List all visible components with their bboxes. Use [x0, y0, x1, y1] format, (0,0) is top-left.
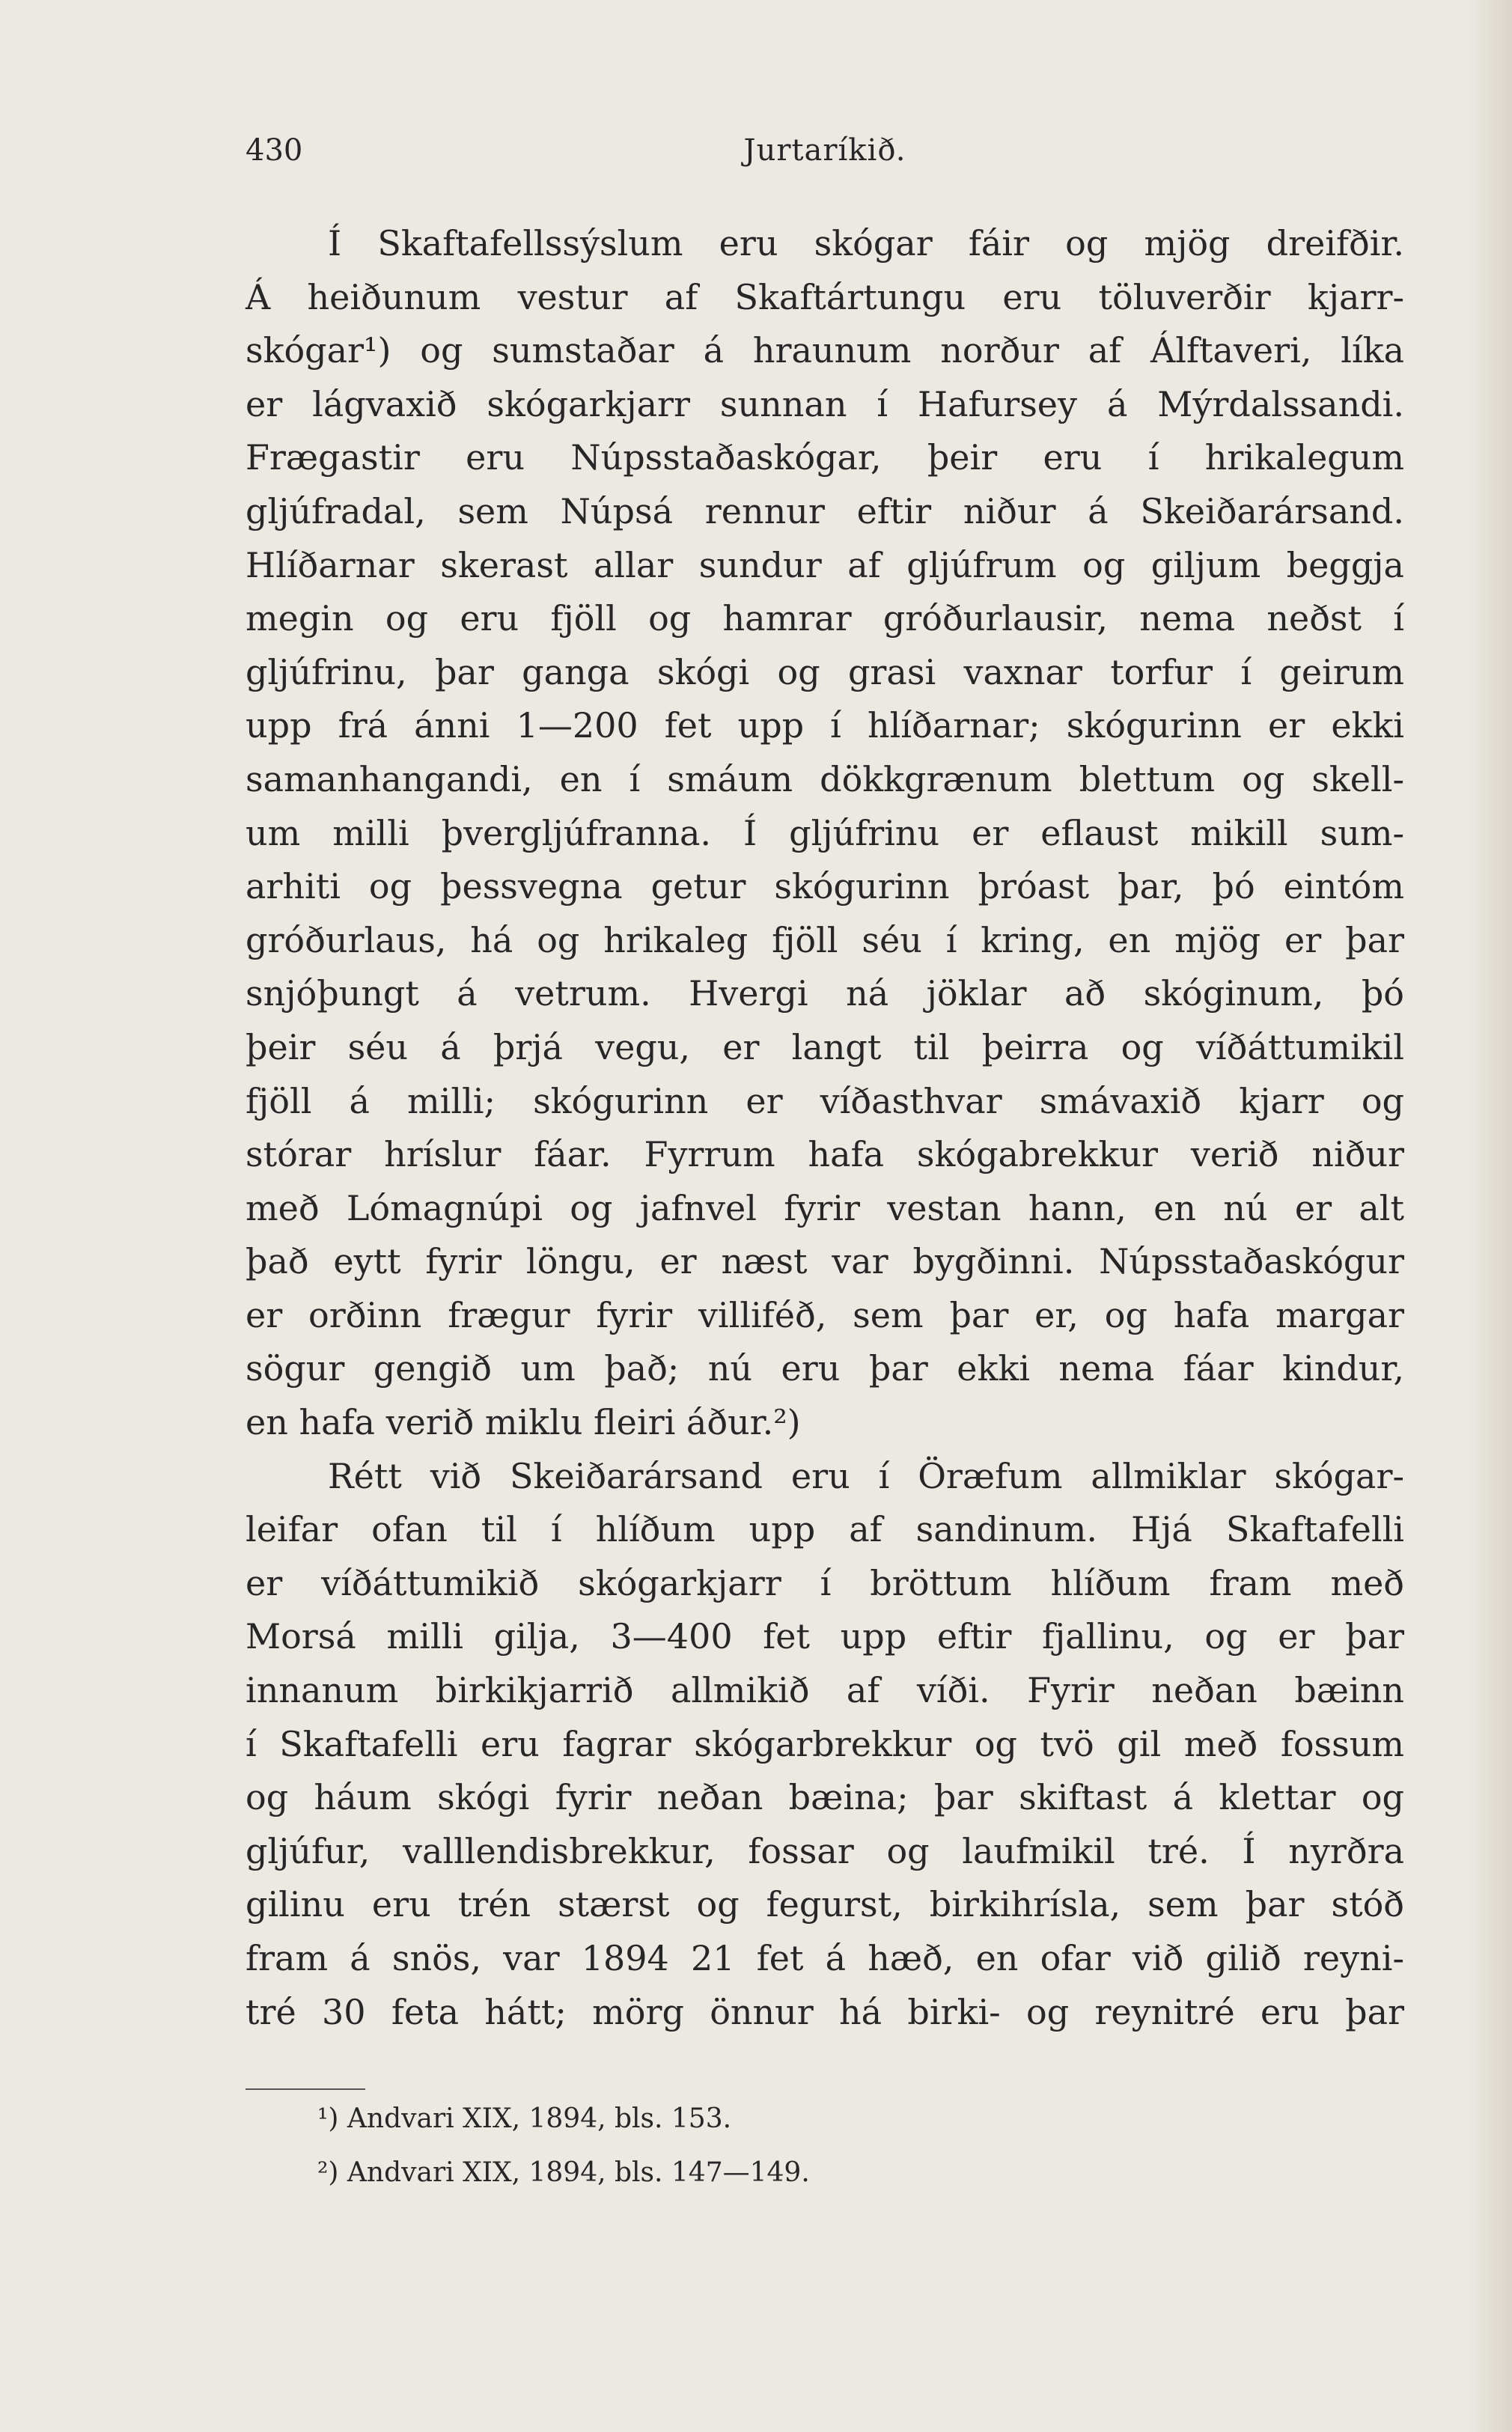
text-line: er víðáttumikið skógarkjarr í bröttum hlíðum fram með — [246, 1562, 1404, 1603]
text-line: um milli þvergljúfranna. Í gljúfrinu er eflaust mikill sum- — [246, 812, 1404, 853]
text-line: megin og eru fjöll og hamrar gróðurlausir, nema neðst í — [246, 598, 1404, 639]
text-line: leifar ofan til í hlíðum upp af sandinum. Hjá Skaftafelli — [246, 1509, 1404, 1550]
text-line: upp frá ánni 1—200 fet upp í hlíðarnar; skógurinn er ekki — [246, 705, 1404, 746]
footnote-2: ²) Andvari XIX, 1894, bls. 147—149. — [317, 2157, 810, 2188]
text-line: er orðinn frægur fyrir villiféð, sem þar er, og hafa margar — [246, 1294, 1404, 1335]
text-line: Frægastir eru Núpsstaðaskógar, þeir eru í hrikalegum — [246, 437, 1404, 478]
text-line: fjöll á milli; skógurinn er víðasthvar smávaxið kjarr og — [246, 1080, 1404, 1121]
text-line: Í Skaftafellssýslum eru skógar fáir og mjög dreifðir. — [328, 223, 1404, 263]
text-line: skógar¹) og sumstaðar á hraunum norður af Álftaveri, líka — [246, 330, 1404, 371]
footnote-rule — [246, 2088, 365, 2090]
page-edge-shadow — [1467, 0, 1512, 2432]
text-line: arhiti og þessvegna getur skógurinn þróast þar, þó eintóm — [246, 866, 1404, 907]
running-title: Jurtaríkið. — [743, 133, 906, 168]
body-text — [246, 217, 1404, 2039]
text-line: gilinu eru trén stærst og fegurst, birkihrísla, sem þar stóð — [246, 1884, 1404, 1925]
footnote-1: ¹) Andvari XIX, 1894, bls. 153. — [317, 2103, 732, 2134]
text-line: fram á snös, var 1894 21 fet á hæð, en ofar við gilið reyni- — [246, 1938, 1404, 1978]
text-line: með Lómagnúpi og jafnvel fyrir vestan hann, en nú er alt — [246, 1187, 1404, 1228]
text-line: þeir séu á þrjá vegu, er langt til þeirra og víðáttumikil — [246, 1026, 1404, 1067]
text-line: Á heiðunum vestur af Skaftártungu eru töluverðir kjarr- — [246, 276, 1404, 317]
text-line: Morsá milli gilja, 3—400 fet upp eftir fjallinu, og er þar — [246, 1616, 1404, 1657]
text-line: gljúfur, valllendisbrekkur, fossar og laufmikil tré. Í nyrðra — [246, 1830, 1404, 1871]
text-line: Rétt við Skeiðarársand eru í Öræfum allmiklar skógar- — [328, 1455, 1404, 1496]
page-header — [246, 133, 1404, 178]
text-line: tré 30 feta hátt; mörg önnur há birki- og reynitré eru þar — [246, 1991, 1404, 2032]
text-line: er lágvaxið skógarkjarr sunnan í Hafursey á Mýrdalssandi. — [246, 383, 1404, 424]
page-number: 430 — [246, 133, 303, 168]
text-line: stórar hríslur fáar. Fyrrum hafa skógabrekkur verið niður — [246, 1134, 1404, 1175]
text-line: innanum birkikjarrið allmikið af víði. Fyrir neðan bæinn — [246, 1670, 1404, 1711]
text-line: og háum skógi fyrir neðan bæina; þar skiftast á klettar og — [246, 1777, 1404, 1818]
paragraph-1 — [246, 217, 1404, 1450]
text-line: en hafa verið miklu fleiri áður.²) — [246, 1402, 801, 1443]
text-line: sögur gengið um það; nú eru þar ekki nema fáar kindur, — [246, 1348, 1404, 1389]
text-line: í Skaftafelli eru fagrar skógarbrekkur og tvö gil með fossum — [246, 1723, 1404, 1764]
text-line: gljúfrinu, þar ganga skógi og grasi vaxnar torfur í geirum — [246, 651, 1404, 692]
text-line: það eytt fyrir löngu, er næst var bygðinni. Núpsstaðaskógur — [246, 1241, 1404, 1282]
text-line: gróðurlaus, há og hrikaleg fjöll séu í kring, en mjög er þar — [246, 919, 1404, 960]
text-line: samanhangandi, en í smáum dökkgrænum blettum og skell- — [246, 758, 1404, 799]
paragraph-2 — [246, 1450, 1404, 2040]
text-line: snjóþungt á vetrum. Hvergi ná jöklar að skóginum, þó — [246, 973, 1404, 1014]
text-line: gljúfradal, sem Núpsá rennur eftir niður á Skeiðarársand. — [246, 490, 1404, 531]
text-line: Hlíðarnar skerast allar sundur af gljúfrum og giljum beggja — [246, 544, 1404, 585]
